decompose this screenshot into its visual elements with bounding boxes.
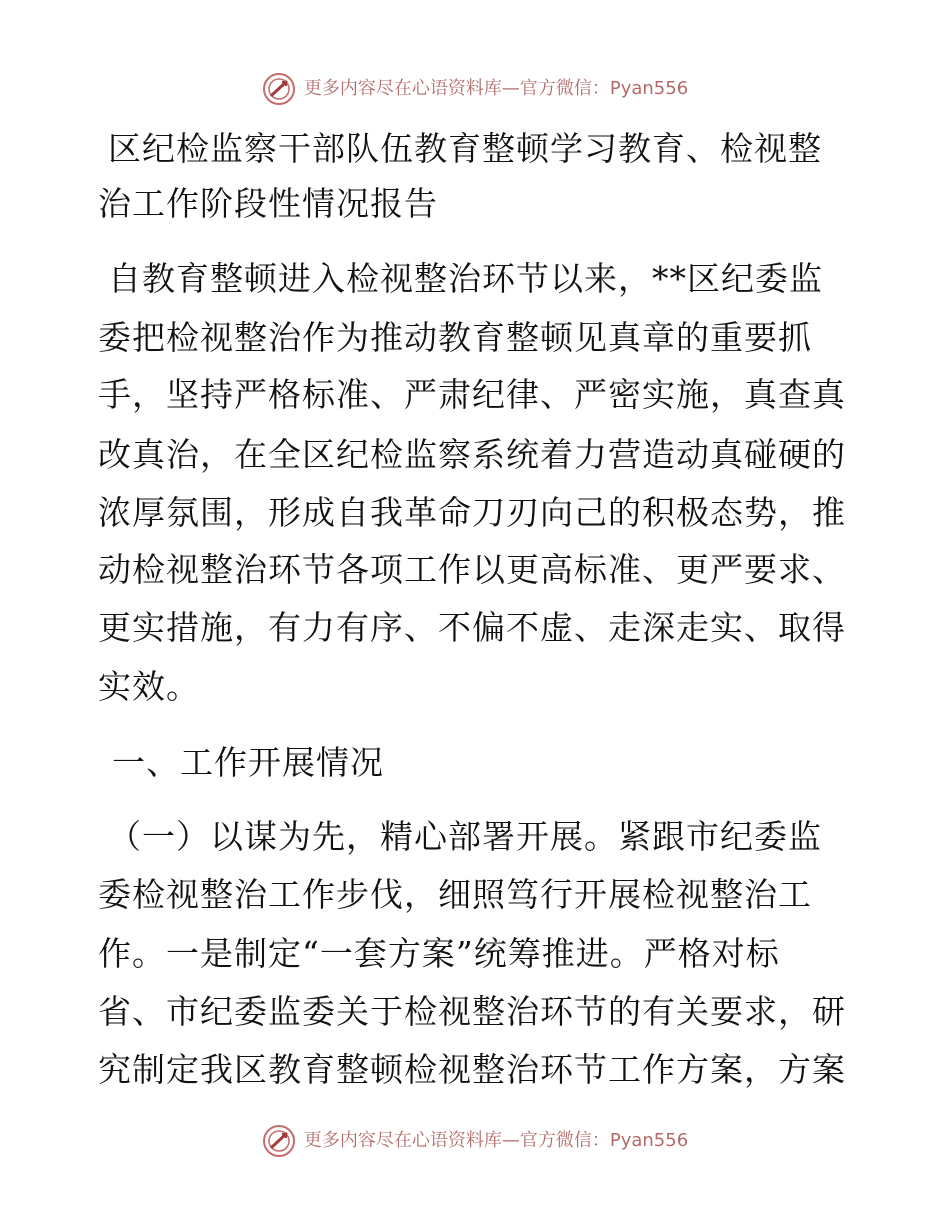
intro-line-2: 委把检视整治作为推动教育整顿见真章的重要抓 — [98, 318, 812, 357]
intro-line-8: 实效。 — [98, 667, 200, 706]
intro-line-7: 更实措施，有力有序、不偏不虚、走深走实、取得 — [98, 608, 846, 647]
stamp-logo-icon — [262, 1124, 296, 1158]
section-1-line-3: 作。一是制定“一套方案”统筹推进。严格对标 — [98, 934, 780, 973]
title-line-2: 治工作阶段性情况报告 — [98, 184, 438, 223]
section-1-line-1: （一）以谋为先，精心部署开展。紧跟市纪委监 — [108, 817, 822, 856]
watermark-text: 更多内容尽在心语资料库—官方微信：Pyan556 — [303, 1130, 689, 1151]
section-1-heading: 一、工作开展情况 — [112, 743, 384, 782]
section-1-line-4: 省、市纪委监委关于检视整治环节的有关要求，研 — [98, 992, 846, 1031]
title-line-1: 区纪检监察干部队伍教育整顿学习教育、检视整 — [108, 129, 822, 168]
intro-line-5: 浓厚氛围，形成自我革命刀刃向己的积极态势，推 — [98, 493, 846, 532]
watermark-text: 更多内容尽在心语资料库—官方微信：Pyan556 — [303, 78, 689, 99]
watermark-footer — [0, 1124, 950, 1158]
intro-line-3: 手，坚持严格标准、严肃纪律、严密实施，真查真 — [98, 375, 846, 414]
section-1-line-5: 究制定我区教育整顿检视整治环节工作方案，方案 — [98, 1050, 846, 1089]
intro-line-1: 自教育整顿进入检视整治环节以来，**区纪委监 — [108, 259, 823, 298]
intro-line-4: 改真治，在全区纪检监察系统着力营造动真碰硬的 — [98, 435, 846, 474]
section-1-line-2: 委检视整治工作步伐，细照笃行开展检视整治工 — [98, 875, 812, 914]
intro-line-6: 动检视整治环节各项工作以更高标准、更严要求、 — [98, 550, 846, 589]
